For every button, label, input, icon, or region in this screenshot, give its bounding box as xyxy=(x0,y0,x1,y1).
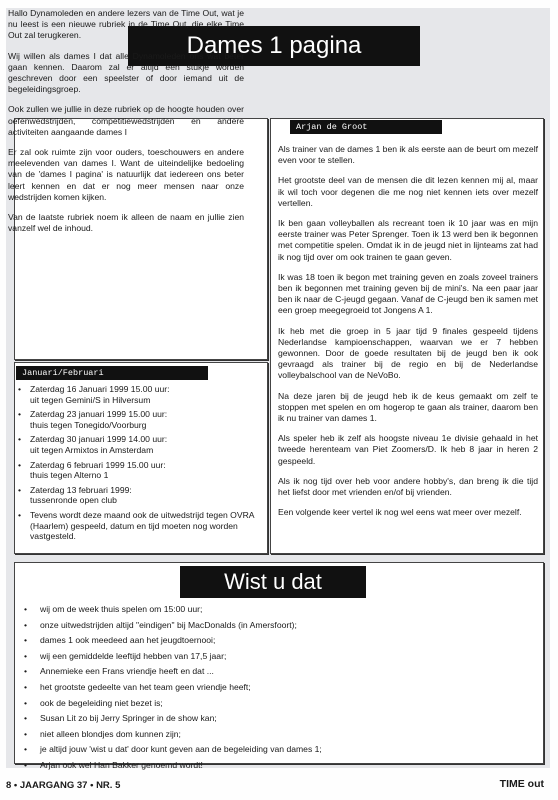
bullet-icon: • xyxy=(24,713,28,724)
bullet-icon: • xyxy=(24,697,28,708)
trainer-paragraph: Als speler heb ik zelf als hoogste niveau 1e divisie gehaald in het tweede herenteam van Piet Zoomers/D. Ik heb 8 jaar in heren 2 gespeeld. xyxy=(278,433,538,466)
bullet-icon: • xyxy=(18,434,22,445)
bullet-icon: • xyxy=(18,459,22,470)
wist-item: • Annemieke een Frans vriendje heeft en dat ... xyxy=(24,666,214,677)
wist-item: • Arjan ook wel Han Bakker genoemd wordt! xyxy=(24,759,203,770)
schedule-list xyxy=(18,384,258,546)
schedule-label: Januari/Februari xyxy=(16,366,208,380)
intro-paragraph: Hallo Dynamoleden en andere lezers van de Time Out, wat je nu leest is een nieuwe rubriek in de Time Out, die elke Time Out zal terugkeren. xyxy=(8,8,244,41)
bullet-icon: • xyxy=(24,619,28,630)
trainer-paragraph: Als trainer van de dames 1 ben ik als eerste aan de beurt om mezelf even voor te stellen. xyxy=(278,144,538,166)
intro-paragraph: Er zal ook ruimte zijn voor ouders, toeschouwers en andere meelevenden van dames I. Want de uiteindelijke bedoeling van de 'dames I pagina' is natuurlijk dat iedereen ons beter leert kennen en dat er nog meer mensen naar onze wedstrijden komen kijken. xyxy=(8,147,244,202)
schedule-item: • Zaterdag 23 januari 1999 15.00 uur: thuis tegen Tonegido/Voorburg xyxy=(18,409,168,430)
wist-item: • het grootste gedeelte van het team geen vriendje heeft; xyxy=(24,681,251,692)
schedule-item: • Zaterdag 6 februari 1999 15.00 uur: thuis tegen Alterno 1 xyxy=(18,459,166,481)
trainer-label: Arjan de Groot xyxy=(290,120,442,134)
bullet-icon: • xyxy=(24,666,28,677)
footer-magazine-name: TIME out xyxy=(499,778,544,790)
wist-u-dat-list xyxy=(24,604,534,776)
wist-u-dat-title: Wist u dat xyxy=(180,566,366,598)
schedule-item: • Tevens wordt deze maand ook de uitwedstrijd tegen OVRA (Haarlem) gespeeld, datum en tijd moeten nog worden vastgesteld. xyxy=(18,509,255,542)
wist-item: • Susan Lit zo bij Jerry Springer in de show kan; xyxy=(24,713,217,724)
bullet-icon: • xyxy=(24,635,28,646)
intro-paragraph: Wij willen als dames I dat alle Dynamoleden ons wat beter gaan kennen. Daarom zal er altijd een stukje worden geschreven door een speelster of door iemand uit de begeleidingsgroep. xyxy=(8,50,244,95)
intro-text xyxy=(8,8,244,243)
trainer-paragraph: Het grootste deel van de mensen die dit lezen kennen mij al, maar ik wil toch voor degenen die me nog niet kennen iets over mezelf vertellen. xyxy=(278,175,538,208)
page-title: Dames 1 pagina xyxy=(128,26,420,66)
bullet-icon: • xyxy=(18,384,22,394)
trainer-paragraph: Ik ben gaan volleyballen als recreant toen ik 10 jaar was en mijn eerste trainer was Peter Sprenger. Toen ik 13 werd ben ik begonnen met competitie spelen. Omdat ik in de jeugd niet in lijnteams zat had ik nog tijd over om ook trainen te gaan geven. xyxy=(278,218,538,262)
trainer-paragraph: Ik was 18 toen ik begon met training geven en zoals zoveel trainers ben ik begonnen met training geven bij de mini's. Na een paar jaar ben ik naar de C-jeugd gegaan. Vanaf de C-jeugd ben ik samen met een groep meegegroeid tot Jongens A 1. xyxy=(278,271,538,316)
trainer-paragraph: Na deze jaren bij de jeugd heb ik de keus gemaakt om zelf te stoppen met spelen en om hogerop te gaan als trainer, daarom ben ik nu trainer van dames 1. xyxy=(278,390,538,424)
trainer-paragraph: Een volgende keer vertel ik nog wel eens wat meer over mezelf. xyxy=(278,507,522,518)
wist-item: • onze uitwedstrijden altijd "eindigen" bij MacDonalds (in Amersfoort); xyxy=(24,619,297,630)
bullet-icon: • xyxy=(18,409,22,420)
wist-item: • niet alleen blondjes dom kunnen zijn; xyxy=(24,728,181,739)
wist-item: • je altijd jouw 'wist u dat' door kunt geven aan de begeleiding van dames 1; xyxy=(24,744,322,755)
footer-issue: 8 • JAARGANG 37 • NR. 5 xyxy=(6,780,121,791)
schedule-item: • Zaterdag 16 Januari 1999 15.00 uur: uit tegen Gemini/S in Hilversum xyxy=(18,384,170,405)
bullet-icon: • xyxy=(18,484,22,495)
wist-item: • dames 1 ook meedeed aan het jeugdtoernooi; xyxy=(24,635,216,646)
bullet-icon: • xyxy=(24,744,28,755)
trainer-text xyxy=(278,144,538,527)
intro-paragraph: Van de laatste rubriek noem ik alleen de naam en jullie zien vanzelf wel de inhoud. xyxy=(8,212,244,234)
bullet-icon: • xyxy=(24,681,28,692)
bullet-icon: • xyxy=(24,604,28,614)
trainer-paragraph: Als ik nog tijd over heb voor andere hobby's, dan breng ik die tijd het liefst door met vrienden en/of bij vrienden. xyxy=(278,475,538,498)
bullet-icon: • xyxy=(24,728,28,739)
wist-item: • wij om de week thuis spelen om 15:00 uur; xyxy=(24,604,203,614)
schedule-item: • Zaterdag 30 januari 1999 14.00 uur: uit tegen Armixtos in Amsterdam xyxy=(18,434,168,455)
intro-paragraph: Ook zullen we jullie in deze rubriek op de hoogte houden over oefenwedstrijden, competitiewedstrijden en andere activiteiten aangaande dames I xyxy=(8,104,244,137)
bullet-icon: • xyxy=(18,509,22,520)
wist-item: • wij een gemiddelde leeftijd hebben van 17,5 jaar; xyxy=(24,650,227,661)
wist-item: • ook de begeleiding niet bezet is; xyxy=(24,697,163,708)
bullet-icon: • xyxy=(24,759,28,770)
schedule-item: • Zaterdag 13 februari 1999: tussenronde open club xyxy=(18,484,132,506)
trainer-paragraph: Ik heb met die groep in 5 jaar tijd 9 finales gespeeld tijdens Nederlandse kampioenschappen, waarvan we er 7 hebben gewonnen. Door de goede resultaten bij de jeugd ben ik ook gevraagd als trainer bij de regio en bij de Nederlandse volleybalschool van de NeVoBo. xyxy=(278,325,538,381)
bullet-icon: • xyxy=(24,650,28,661)
